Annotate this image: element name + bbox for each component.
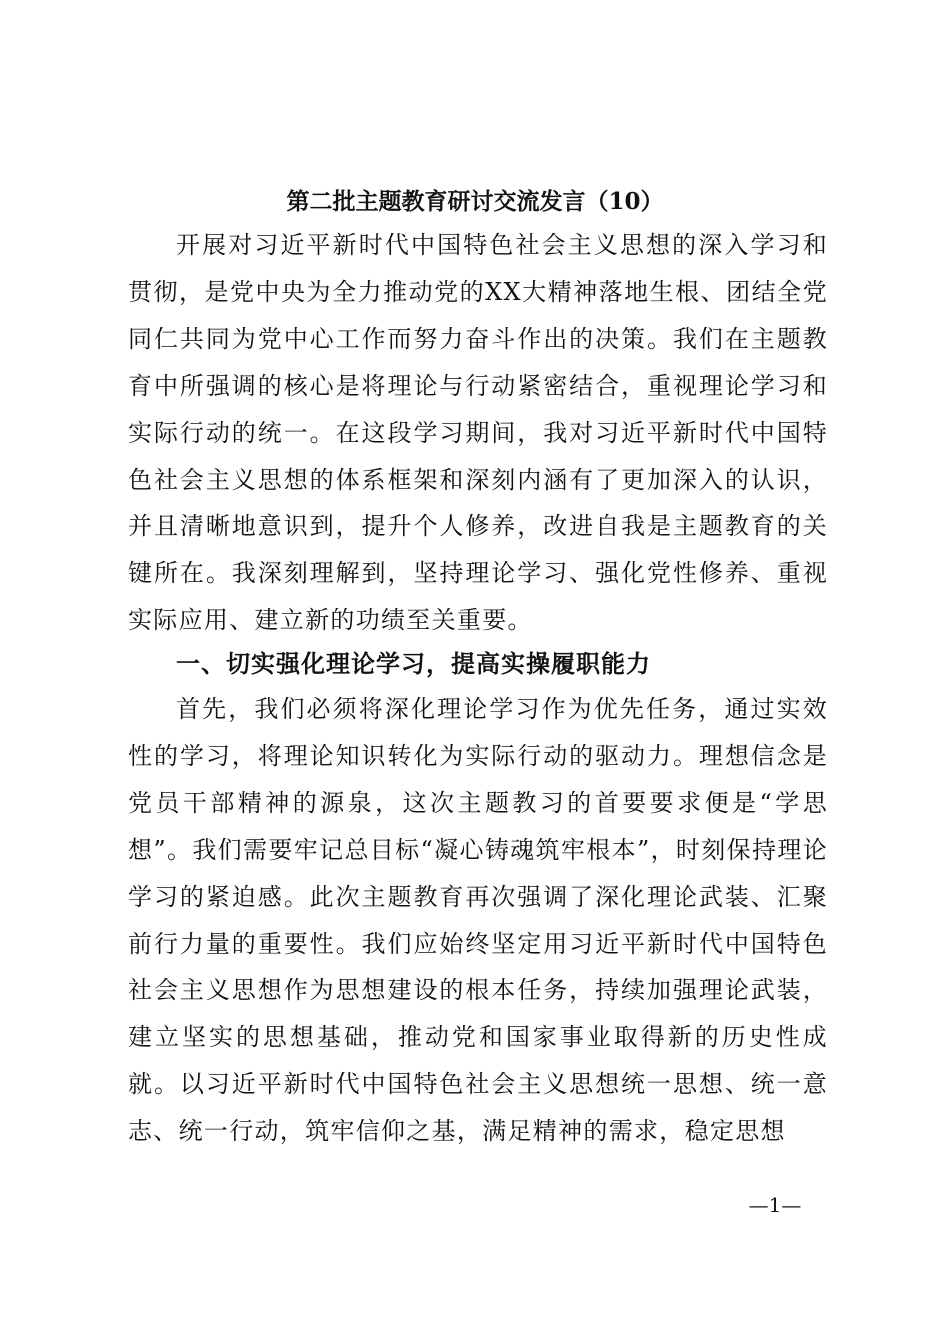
section-heading: 一、切实强化理论学习，提高实操履职能力 bbox=[176, 650, 651, 678]
page-number: —1— bbox=[748, 1193, 802, 1217]
paragraph-intro: 开展对习近平新时代中国特色社会主义思想的深入学习和贯彻，是党中央为全力推动党的XX大精神落地生根、团结全党同仁共同为党中心工作而努力奋斗作出的决策。我们在主题教育中所强调的核心是将理论与行动紧密结合，重视理论学习和实际行动的统一。在这段学习期间，我对习近平新时代中国特色社会主义思想的体系框架和深刻内涵有了更加深入的认识，并且清晰地意识到，提升个人修养，改进自我是主题教育的关键所在。我深刻理解到，坚持理论学习、强化党性修养、重视实际应用、建立新的功绩至关重要。 bbox=[128, 231, 828, 635]
paragraph-section-one: 首先，我们必须将深化理论学习作为优先任务，通过实效性的学习，将理论知识转化为实际行动的驱动力。理想信念是党员干部精神的源泉，这次主题教习的首要要求便是“学思想”。我们需要牢记总目标“凝心铸魂筑牢根本”，时刻保持理论学习的紧迫感。此次主题教育再次强调了深化理论武装、汇聚前行力量的重要性。我们应始终坚定用习近平新时代中国特色社会主义思想作为思想建设的根本任务，持续加强理论武装，建立坚实的思想基础，推动党和国家事业取得新的历史性成就。以习近平新时代中国特色社会主义思想统一思想、统一意志、统一行动，筑牢信仰之基，满足精神的需求，稳定思想 bbox=[128, 695, 828, 1146]
document-title: 第二批主题教育研讨交流发言（10） bbox=[286, 188, 664, 215]
